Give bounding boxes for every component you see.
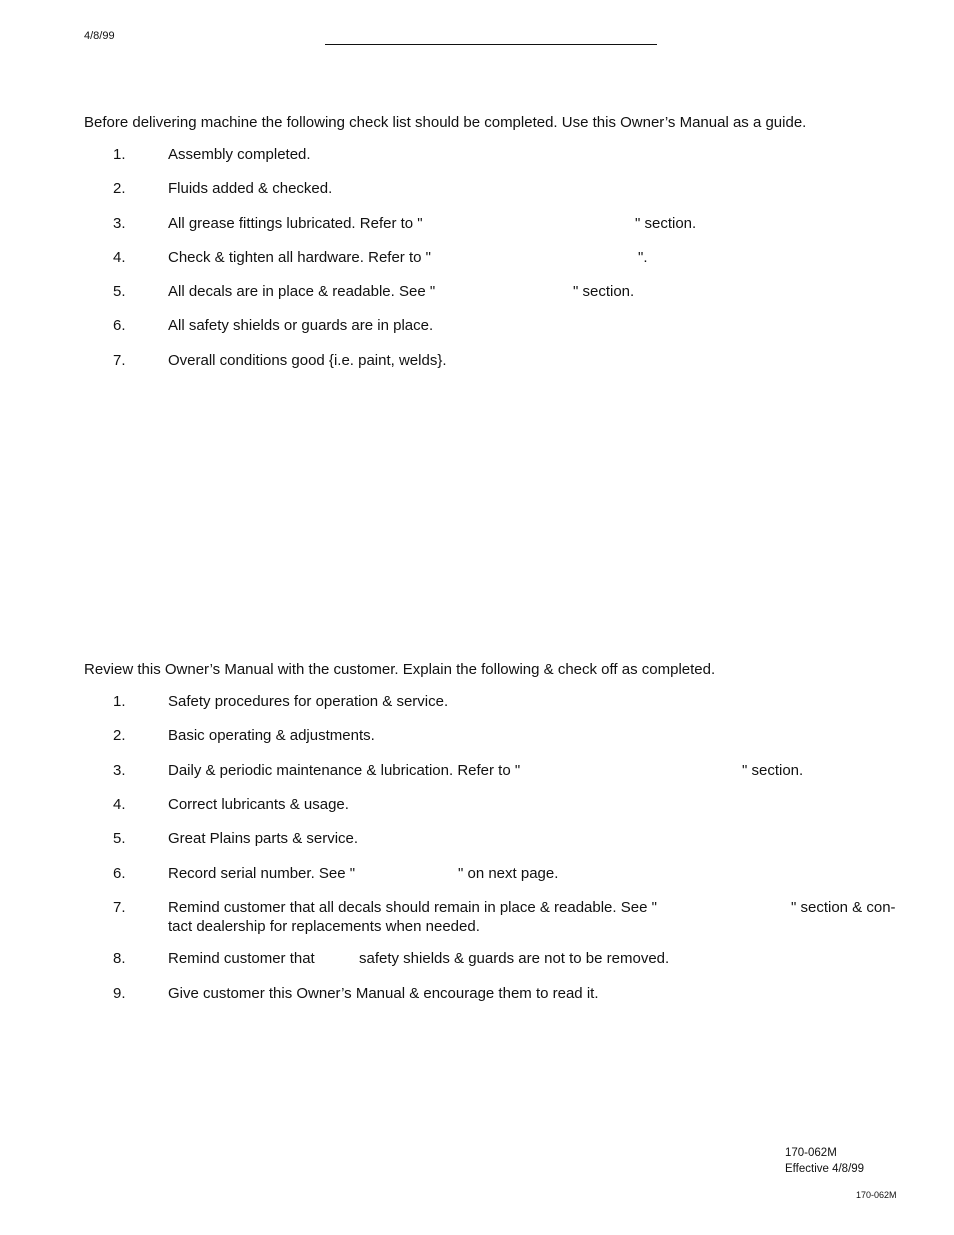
item-number: 3. xyxy=(113,215,126,232)
item-text: All grease fittings lubricated. Refer to " xyxy=(168,215,423,232)
item-number: 3. xyxy=(113,762,126,779)
footer-doc-number-small: 170-062M xyxy=(856,1190,897,1200)
item-number: 5. xyxy=(113,830,126,847)
item-number: 6. xyxy=(113,865,126,882)
header-date: 4/8/99 xyxy=(84,30,115,42)
item-number: 7. xyxy=(113,899,126,916)
item-number: 5. xyxy=(113,283,126,300)
item-text-continued: " section. xyxy=(573,283,635,300)
item-text-continued: " section. xyxy=(742,762,804,779)
title-underline xyxy=(325,44,657,45)
item-text: Give customer this Owner’s Manual & encourage them to read it. xyxy=(168,985,599,1002)
section2-intro: Review this Owner’s Manual with the customer. Explain the following & check off as completed. xyxy=(84,661,716,678)
item-text: Remind customer that xyxy=(168,950,315,967)
footer-effective-date: Effective 4/8/99 xyxy=(785,1163,865,1175)
item-text: All decals are in place & readable. See " xyxy=(168,283,436,300)
item-text: Overall conditions good {i.e. paint, welds}. xyxy=(168,352,447,369)
item-text: Assembly completed. xyxy=(168,146,311,163)
item-number: 1. xyxy=(113,146,126,163)
item-number: 8. xyxy=(113,950,126,967)
item-text-continued: " section. xyxy=(635,215,697,232)
item-number: 2. xyxy=(113,180,126,197)
item-text-continued: safety shields & guards are not to be removed. xyxy=(359,950,670,967)
item-text: Great Plains parts & service. xyxy=(168,830,359,847)
item-number: 4. xyxy=(113,249,126,266)
item-number: 6. xyxy=(113,317,126,334)
item-text-continued: " on next page. xyxy=(458,865,559,882)
item-text: Correct lubricants & usage. xyxy=(168,796,349,813)
item-text-continued: ". xyxy=(638,249,648,266)
item-text: Daily & periodic maintenance & lubrication. Refer to " xyxy=(168,762,521,779)
item-number: 4. xyxy=(113,796,126,813)
item-text: Safety procedures for operation & service. xyxy=(168,693,449,710)
section1-intro: Before delivering machine the following check list should be completed. Use this Owner’s Manual as a guide. xyxy=(84,114,807,131)
item-text-continued: " section & con- xyxy=(791,899,896,916)
item-text: Remind customer that all decals should remain in place & readable. See " xyxy=(168,899,657,916)
item-number: 1. xyxy=(113,693,126,710)
footer-doc-number: 170-062M xyxy=(785,1147,837,1159)
item-text: Basic operating & adjustments. xyxy=(168,727,375,744)
item-number: 2. xyxy=(113,727,126,744)
item-number: 7. xyxy=(113,352,126,369)
item-number: 9. xyxy=(113,985,126,1002)
item-text-wrapped: tact dealership for replacements when needed. xyxy=(168,918,480,935)
item-text: Record serial number. See " xyxy=(168,865,356,882)
item-text: Check & tighten all hardware. Refer to " xyxy=(168,249,431,266)
item-text: Fluids added & checked. xyxy=(168,180,333,197)
item-text: All safety shields or guards are in place. xyxy=(168,317,434,334)
